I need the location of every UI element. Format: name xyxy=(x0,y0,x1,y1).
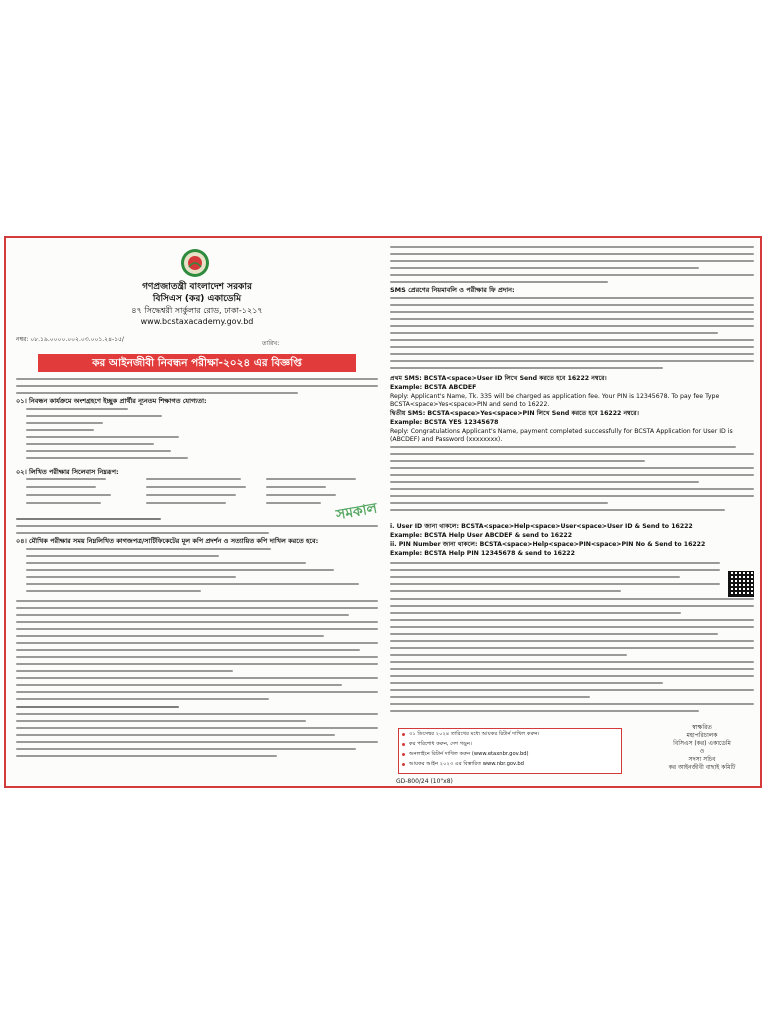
documents-list xyxy=(26,548,376,597)
awareness-line-4: আয়কর আইন ২০২৩ এর বিস্তারিত www.nbr.gov.bd xyxy=(409,761,524,767)
first-sms-instruction: প্রথম SMS: BCSTA<space>User ID লিখে Send করতে হবে 16222 নম্বরে। xyxy=(390,375,607,382)
bullet-icon xyxy=(402,753,405,756)
awareness-line-3: অনলাইনে রিটার্ন দাখিল করুন (www.etaxnbr.gov.bd) xyxy=(409,751,529,757)
application-paragraph xyxy=(16,706,378,762)
sms-reply-2a: Reply: Congratulations Applicant's Name, payment completed successfully for BCSTA Application for User ID is xyxy=(390,428,733,435)
website: www.bcstaxacademy.gov.bd xyxy=(140,317,254,326)
left-column xyxy=(16,244,378,780)
address: ৪৭ সিদ্ধেশ্বরী সার্কুলার রোড, ঢাকা-১২১৭ xyxy=(131,306,263,315)
post-sms-paragraphs xyxy=(390,446,754,516)
sms-example-4: Example: BCSTA Help PIN 12345678 & send to 16222 xyxy=(390,550,575,557)
memo-number: নম্বর: ০৮.১৯.০০০০.০০২.০৩.০০১.২৪-১৫/ xyxy=(16,336,124,343)
qr-code-icon xyxy=(728,571,754,597)
date-label: তারিখ: xyxy=(262,340,280,347)
rules-paragraphs xyxy=(16,600,378,705)
sms-instructions xyxy=(390,297,754,374)
section-written-exam: ০২। লিখিত পরীক্ষার সিলেবাস নিম্নরূপ: xyxy=(16,468,119,476)
signature-committee: কর আইনজীবী বাছাই কমিটি xyxy=(668,764,736,771)
sms-reply-1b: BCSTA<space>Yes<space>PIN and send to 16222. xyxy=(390,401,550,408)
signature-title: মহাপরিচালক xyxy=(686,732,718,739)
intro-paragraph xyxy=(16,378,378,399)
sms-reply-2b: (ABCDEF) and Password (xxxxxxxx). xyxy=(390,436,503,443)
exam-marks-paragraph xyxy=(16,518,378,539)
lost-pin-instruction: ii. PIN Number জানা থাকলে: BCSTA<space>Help<space>PIN<space>PIN No & Send to 16222 xyxy=(390,541,706,548)
online-instructions xyxy=(390,246,754,288)
tax-awareness-box xyxy=(398,728,622,774)
newspaper-watermark: সমকাল xyxy=(334,500,379,524)
sms-reply-1a: Reply: Applicant's Name, Tk. 335 will be charged as application fee. Your PIN is 12345678. To pay fee Type xyxy=(390,393,720,400)
website-paragraph xyxy=(390,562,720,597)
gd-code: GD-800/24 (10"x8) xyxy=(396,778,453,785)
qualifications-list xyxy=(26,408,196,464)
signature-office: বিসিএস (কর) একাডেমি xyxy=(673,740,731,747)
awareness-line-1: ৩১ ডিসেম্বর ২০২৪ তারিখের মধ্যে আয়কর রিটার্ন দাখিল করুন। xyxy=(409,731,540,737)
notice-advertisement xyxy=(4,236,762,788)
section-qualifications: ০১। নিবন্ধন কার্যক্রমে অংশগ্রহণে ইচ্ছুক প্রার্থীর ন্যূনতম শিক্ষাগত যোগ্যতা: xyxy=(16,397,207,405)
second-sms-instruction: দ্বিতীয় SMS: BCSTA<space>Yes<space>PIN লিখে Send করতে হবে 16222 নম্বরে। xyxy=(390,410,639,417)
lost-id-instruction: i. User ID জানা থাকলে: BCSTA<space>Help<space>User<space>User ID & Send to 16222 xyxy=(390,523,693,530)
signature-signed: স্বাক্ষরিত xyxy=(692,724,712,731)
signature-block xyxy=(652,724,752,772)
signature-and: ও xyxy=(699,748,705,755)
notice-title-banner: কর আইনজীবী নিবন্ধন পরীক্ষা-২০২৪ এর বিজ্ঞপ্তি xyxy=(38,354,356,372)
academy-name: বিসিএস (কর) একাডেমি xyxy=(152,294,242,304)
sms-example-1: Example: BCSTA ABCDEF xyxy=(390,384,477,391)
syllabus-table xyxy=(26,478,366,518)
bullet-icon xyxy=(402,733,405,736)
right-column xyxy=(390,244,754,785)
signature-role: সদস্য সচিব xyxy=(688,756,716,763)
section-sms: SMS প্রেরণের নিয়মাবলি ও পরীক্ষার ফি প্রদান: xyxy=(390,286,515,294)
sms-example-2: Example: BCSTA YES 12345678 xyxy=(390,419,499,426)
bullet-icon xyxy=(402,763,405,766)
remaining-terms xyxy=(390,598,754,717)
section-viva: ০৪। মৌখিক পরীক্ষার সময় নিম্নলিখিত কাগজপত্র/সার্টিফিকেটের মূল কপি প্রদর্শন ও সত্যায়িত কপি দাখিল করতে হবে: xyxy=(16,537,319,545)
bullet-icon xyxy=(402,743,405,746)
sms-example-3: Example: BCSTA Help User ABCDEF & send to 16222 xyxy=(390,532,573,539)
gov-title: গণপ্রজাতন্ত্রী বাংলাদেশ সরকার xyxy=(142,282,252,292)
government-seal-icon xyxy=(180,248,210,278)
awareness-line-2: কর পরিশোধ করুন, দেশ গড়ুন। xyxy=(409,741,472,747)
